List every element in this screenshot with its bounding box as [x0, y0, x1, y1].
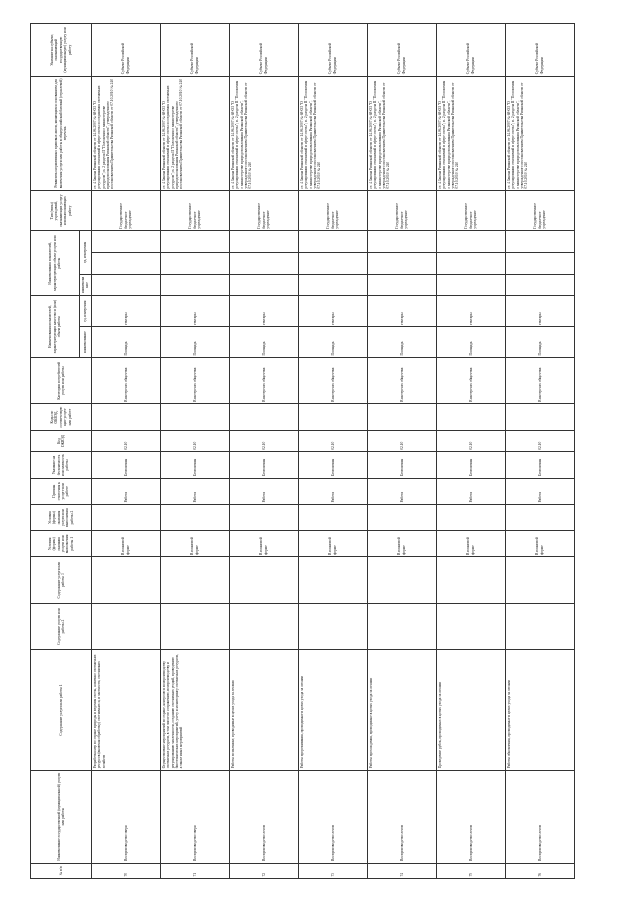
row-quality-name: Площадь [91, 327, 160, 358]
header-cond2: Содержание услуги или работы 3 [31, 557, 92, 603]
row-kind: Работа [367, 478, 436, 504]
header-grant: Указание на субъект, оказывающий государственную (муниципальную) услугу или работу [31, 24, 92, 77]
row-name: Воспроизводство лесов [505, 770, 574, 863]
row-kind: Работа [160, 478, 229, 504]
row-quality-name: Площадь [160, 327, 229, 358]
row-cond1 [160, 603, 229, 649]
header-kind: Признак отнесения к услуге или работе [31, 478, 92, 504]
row-quality-name: Площадь [367, 327, 436, 358]
row-content: Проведение рубок, проводимых в целях ухода за лесами [436, 650, 505, 771]
table-row [367, 24, 436, 879]
row-quality-name: Площадь [229, 327, 298, 358]
row-vol2 [367, 252, 436, 274]
row-basis: ст. 4 Закона Рязанской области от 14.06.2007 № 68-ОЗ "О регулировании отношений в сфере охоты"; п. 2 раздела II "Положения о министерстве природопользования Рязанской области", утвержденного постановлением Правительства Рязанской области от 07.10.2010 № 240 [229, 76, 298, 190]
header-form2: Условия (формы) оказания услуги или выполнения работы 2 [31, 504, 92, 530]
row-content: Работы прореживания, проводимые в целях ухода за лесами [298, 650, 367, 771]
header-okved: Код ОКВЭД [31, 430, 92, 452]
table-row [229, 24, 298, 879]
row-num: 76 [505, 863, 574, 878]
header-cond1: Содержание услуги или работы 2 [31, 603, 92, 649]
row-basis: ст. 4 Закона Рязанской области от 14.06.2007 № 68-ОЗ "О регулировании отношений в сфере охоты"; п. 2 раздела II "Положения о министерстве природопользования Рязанской области", утвержденного постановлением Правительства Рязанской области от 07.10.2010 № 240 [505, 76, 574, 190]
row-content: Работы обновления, проводимые в целях ухода за лесами [505, 650, 574, 771]
row-okved-other [298, 404, 367, 430]
row-basis: ст. 4 Закона Рязанской области от 14.06.2007 № 68-ОЗ "О регулировании отношений в сфере охоты"; п. 2 раздела II "Положения о министерстве природопользования Рязанской области", утвержденного постановлением Правительства Рязанской области от 07.10.2010 № 240 [367, 76, 436, 190]
row-basis: ст. 4 Закона Рязанской области от 14.06.2007 № 68-ОЗ "О регулировании отношений в сфере охоты и сохранения охотничьих ресурсов"; п. 2 раздела II "Положения о министерстве природопользования Рязанской области", утвержденного постановлением Правительства Рязанской области от 07.10.2010 № 240 [160, 76, 229, 190]
row-grant: Субъект Российской Федерации [229, 24, 298, 77]
row-cond1 [505, 603, 574, 649]
row-okved: 02.10 [436, 430, 505, 452]
row-pay: Бесплатная [229, 452, 298, 478]
row-form: В плановой форме [160, 531, 229, 557]
header-quality-name: наименование [80, 327, 92, 358]
row-content: Разработка мер по охране природы и ведения охоты, а именно охотничьих ресурсов (включая обработку) охотничьих и, в частности, охотничьих хозяйств [91, 650, 160, 771]
row-form: В плановой форме [91, 531, 160, 557]
row-vol3 [160, 231, 229, 253]
row-quality-name: Площадь [436, 327, 505, 358]
row-inst: Государственное бюджетное учреждение [229, 191, 298, 231]
row-vol3 [367, 231, 436, 253]
header-inst: Тип (типы) учреждений, оказывающих услугу или выполняющих работу [31, 191, 92, 231]
row-inst: Государственное бюджетное учреждение [367, 191, 436, 231]
header-content: Содержание услуги или работы 1 [31, 650, 92, 771]
row-content: Осуществление мероприятий по охране, контролю и воспроизводству охотничьих ресурсов, в том числе по сохранению, воспроизводству и регулированию численности, созданию охотничьих угодий, проведению биотехнических мероприятий, учету и мониторингу охотничьих ресурсов, а также иных мероприятий [160, 650, 229, 771]
row-category: В интересах общества [229, 358, 298, 404]
row-category: В интересах общества [436, 358, 505, 404]
row-form2 [367, 504, 436, 530]
row-form2 [160, 504, 229, 530]
row-category: В интересах общества [505, 358, 574, 404]
row-vol1 [229, 274, 298, 296]
row-cond1 [367, 603, 436, 649]
row-name: Воспроизводство зверя [91, 770, 160, 863]
row-grant: Субъект Российской Федерации [160, 24, 229, 77]
row-num: 70 [91, 863, 160, 878]
row-vol2 [160, 252, 229, 274]
header-pay: Указание на бесплатность или платность работы [31, 452, 92, 478]
row-basis: ст. 4 Закона Рязанской области от 14.06.2007 № 68-ОЗ "О регулировании отношений в сфере охоты"; п. 2 раздела II "Положения о министерстве природопользования Рязанской области", утвержденного постановлением Правительства Рязанской области от 07.10.2010 № 240 [298, 76, 367, 190]
row-okved: 02.10 [298, 430, 367, 452]
row-quality-unit: гектары [229, 296, 298, 327]
row-pay: Бесплатная [160, 452, 229, 478]
row-category: В интересах общества [298, 358, 367, 404]
row-category: В интересах общества [367, 358, 436, 404]
row-inst: Государственное бюджетное учреждение [298, 191, 367, 231]
row-kind: Работа [298, 478, 367, 504]
row-category: В интересах общества [160, 358, 229, 404]
header-form: Условия (формы) оказания услуги или выполнения работы 1 [31, 531, 92, 557]
row-cond2 [436, 557, 505, 603]
row-grant: Субъект Российской Федерации [436, 24, 505, 77]
row-cond1 [229, 603, 298, 649]
header-name: Наименование государственной (муниципальной) услуги или работы [31, 770, 92, 863]
row-vol3 [229, 231, 298, 253]
row-quality-unit: гектары [436, 296, 505, 327]
row-okved-other [505, 404, 574, 430]
row-grant: Субъект Российской Федерации [505, 24, 574, 77]
row-pay: Бесплатная [436, 452, 505, 478]
row-grant: Субъект Российской Федерации [298, 24, 367, 77]
row-inst: Государственное бюджетное учреждение [91, 191, 160, 231]
row-cond2 [298, 557, 367, 603]
row-quality-name: Площадь [505, 327, 574, 358]
row-vol1 [436, 274, 505, 296]
header-volume-unit: ед. измерения [80, 231, 92, 274]
row-cond2 [505, 557, 574, 603]
row-kind: Работа [91, 478, 160, 504]
row-num: 71 [160, 863, 229, 878]
row-content: Работы прохождения, проводимые в целях ухода за лесами [367, 650, 436, 771]
row-form2 [436, 504, 505, 530]
header-quality-unit: ед. измерения [80, 296, 92, 327]
row-kind: Работа [436, 478, 505, 504]
row-num: 73 [298, 863, 367, 878]
row-pay: Бесплатная [505, 452, 574, 478]
row-okved: 02.10 [367, 430, 436, 452]
row-vol2 [91, 252, 160, 274]
row-vol3 [505, 231, 574, 253]
row-vol1 [298, 274, 367, 296]
row-okved-other [229, 404, 298, 430]
row-okved-other [91, 404, 160, 430]
row-okved-other [160, 404, 229, 430]
row-vol1 [367, 274, 436, 296]
row-okved: 02.10 [505, 430, 574, 452]
row-cond1 [91, 603, 160, 649]
services-table [30, 23, 575, 879]
row-cond2 [367, 557, 436, 603]
header-volume-name: наименование [80, 274, 92, 296]
row-vol2 [436, 252, 505, 274]
row-pay: Бесплатная [91, 452, 160, 478]
row-num: 74 [367, 863, 436, 878]
row-name: Воспроизводство лесов [436, 770, 505, 863]
row-quality-unit: гектары [298, 296, 367, 327]
header-category: Категории потребителей услуги или работы [31, 358, 92, 404]
row-vol3 [436, 231, 505, 253]
row-grant: Субъект Российской Федерации [91, 24, 160, 77]
row-cond2 [91, 557, 160, 603]
row-kind: Работа [229, 478, 298, 504]
table-row [436, 24, 505, 879]
row-name: Воспроизводство лесов [229, 770, 298, 863]
row-vol2 [298, 252, 367, 274]
row-form: В плановой форме [229, 531, 298, 557]
header-okved-other: Коды по ОКВЭД, соответствующие услуге или работе [31, 404, 92, 430]
row-form2 [229, 504, 298, 530]
header-num: № п/п [31, 863, 92, 878]
row-inst: Государственное бюджетное учреждение [160, 191, 229, 231]
row-vol3 [298, 231, 367, 253]
row-vol1 [160, 274, 229, 296]
row-cond2 [229, 557, 298, 603]
row-inst: Государственное бюджетное учреждение [436, 191, 505, 231]
row-name: Воспроизводство зверя [160, 770, 229, 863]
row-form: В плановой форме [436, 531, 505, 557]
row-form2 [505, 504, 574, 530]
row-okved: 02.10 [91, 430, 160, 452]
row-inst: Государственное бюджетное учреждение [505, 191, 574, 231]
table-row [298, 24, 367, 879]
row-num: 72 [229, 863, 298, 878]
row-content: Работы по вытяжке, проводимые в целях ухода за лесами [229, 650, 298, 771]
row-pay: Бесплатная [367, 452, 436, 478]
row-basis: ст. 4 Закона Рязанской области от 14.06.2007 № 68-ОЗ "О регулировании отношений в сфере охоты и сохранения охотничьих ресурсов"; п. 2 раздела II "Положения о министерстве природопользования Рязанской области", утвержденного постановлением Правительства Рязанской области от 07.10.2010 № 240 [91, 76, 160, 190]
row-quality-unit: гектары [91, 296, 160, 327]
row-kind: Работа [505, 478, 574, 504]
row-name: Воспроизводство лесов [298, 770, 367, 863]
table-row [160, 24, 229, 879]
row-cond1 [436, 603, 505, 649]
row-form2 [91, 504, 160, 530]
row-vol2 [505, 252, 574, 274]
row-quality-unit: гектары [367, 296, 436, 327]
row-vol2 [229, 252, 298, 274]
header-volume: Наименования показателей, характеризующих объем услуги или работы [31, 231, 80, 296]
row-basis: ст. 4 Закона Рязанской области от 14.06.2007 № 68-ОЗ "О регулировании отношений в сфере охоты"; п. 2 раздела II "Положения о министерстве природопользования Рязанской области", утвержденного постановлением Правительства Рязанской области от 07.10.2010 № 240 [436, 76, 505, 190]
header-quality: Наименования показателей, характеризующих качество и (или) объем работы [31, 296, 80, 358]
row-vol3 [91, 231, 160, 253]
row-cond2 [160, 557, 229, 603]
row-pay: Бесплатная [298, 452, 367, 478]
row-grant: Субъект Российской Федерации [367, 24, 436, 77]
table-row [505, 24, 574, 879]
row-quality-name: Площадь [298, 327, 367, 358]
table-row [91, 24, 160, 879]
row-num: 75 [436, 863, 505, 878]
row-okved: 02.10 [160, 430, 229, 452]
row-form2 [298, 504, 367, 530]
row-vol1 [91, 274, 160, 296]
row-okved-other [436, 404, 505, 430]
row-okved: 02.10 [229, 430, 298, 452]
row-name: Воспроизводство лесов [367, 770, 436, 863]
row-cond1 [298, 603, 367, 649]
row-quality-unit: гектары [505, 296, 574, 327]
header-basis: Реквизиты нормативных правовых актов, являющихся основанием для включения услуги или работы в общероссийский базовый (отраслевой) перечень [31, 76, 92, 190]
row-vol1 [505, 274, 574, 296]
row-category: В интересах общества [91, 358, 160, 404]
row-form: В плановой форме [367, 531, 436, 557]
row-form: В плановой форме [505, 531, 574, 557]
row-okved-other [367, 404, 436, 430]
row-form: В плановой форме [298, 531, 367, 557]
row-quality-unit: гектары [160, 296, 229, 327]
